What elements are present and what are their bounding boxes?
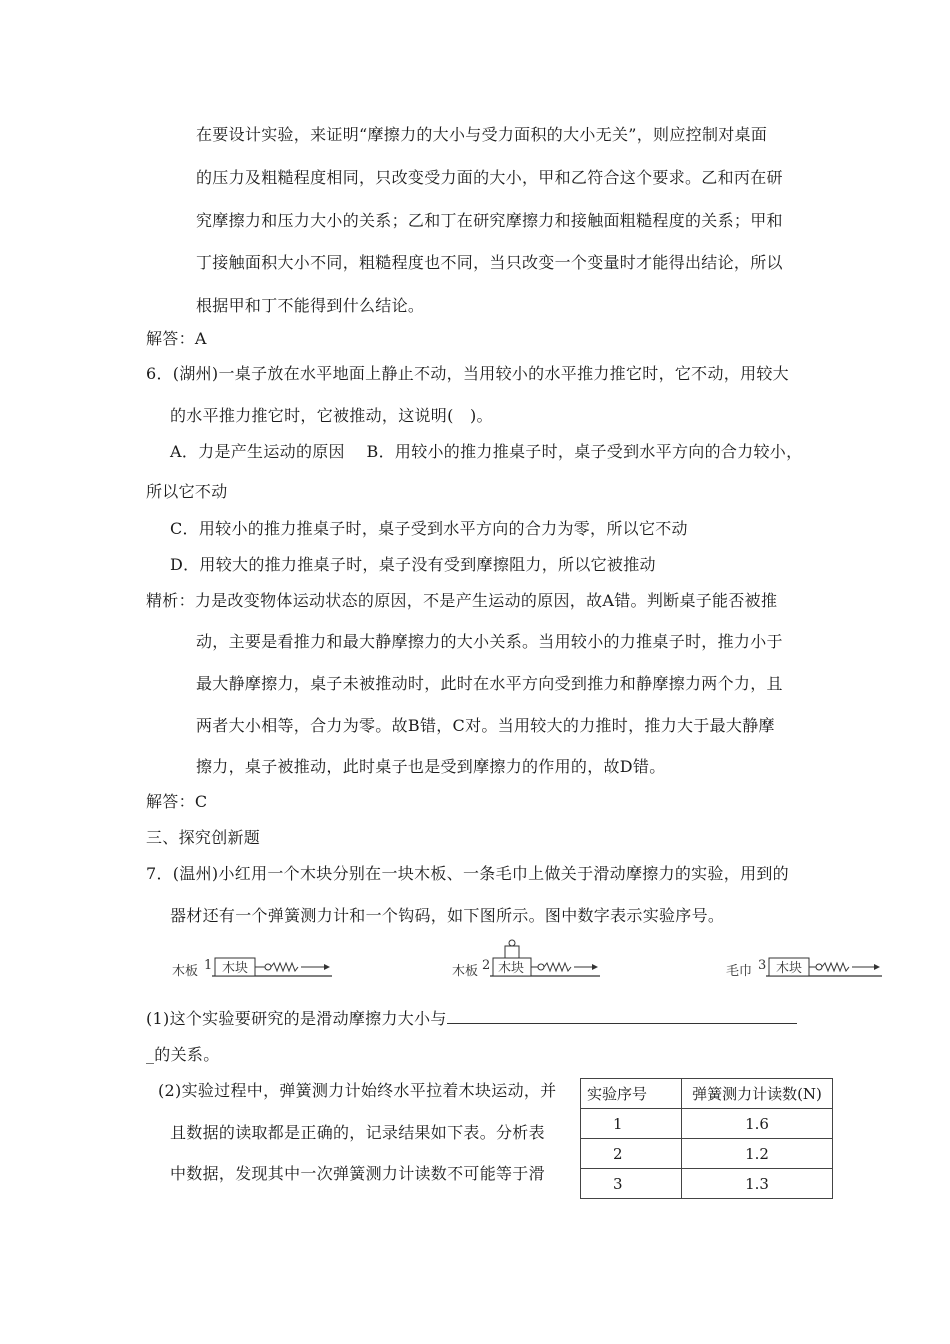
q7-part1-text: (1)这个实验要研究的是滑动摩擦力大小与 [146, 1009, 447, 1028]
q6-analysis-line: 擦力，桌子被推动，此时桌子也是受到摩擦力的作用的，故D错。 [196, 757, 666, 776]
block-label: 木块 [498, 961, 525, 976]
section-heading: 三、探究创新题 [146, 828, 261, 847]
header-cell: 实验序号 [581, 1079, 682, 1109]
table-row [581, 1169, 833, 1199]
answer-6: 解答：C [146, 792, 208, 811]
q6-option-b-cont: 所以它不动 [146, 482, 228, 501]
surface-label: 毛巾 [726, 964, 753, 979]
q7-part2-line: 且数据的读取都是正确的，记录结果如下表。分析表 [170, 1123, 545, 1142]
block-weight-spring-diagram [452, 934, 602, 984]
q6-option-a-b: A．力是产生运动的原因 B．用较小的推力推桌子时，桌子受到水平方向的合力较小， [170, 442, 803, 461]
table-cell: 3 [581, 1169, 682, 1199]
block-spring-diagram [172, 948, 337, 984]
table-cell: 1 [581, 1109, 682, 1139]
table-row [581, 1139, 833, 1169]
answer-5: 解答：A [146, 329, 207, 348]
q7-part2-line: 中数据，发现其中一次弹簧测力计读数不可能等于滑 [170, 1164, 545, 1183]
explanation-line: 究摩擦力和压力大小的关系；乙和丁在研究摩擦力和接触面粗糙程度的关系；甲和 [196, 211, 783, 230]
results-table [580, 1078, 833, 1199]
q6-analysis-line: 精析：力是改变物体运动状态的原因，不是产生运动的原因，故A错。判断桌子能否被推 [146, 591, 778, 610]
figure-number: 1 [204, 958, 213, 973]
q7-part1 [146, 1007, 797, 1030]
q7-part1-tail: _的关系。 [146, 1045, 220, 1064]
block-label: 木块 [222, 961, 249, 976]
experiment-figure-2 [452, 934, 602, 984]
q7-part2-line: (2)实验过程中，弹簧测力计始终水平拉着木块运动，并 [158, 1081, 557, 1100]
figure-number: 2 [482, 958, 491, 973]
table-cell: 1.3 [682, 1169, 833, 1199]
explanation-line: 的压力及粗糙程度相同，只改变受力面的大小，甲和乙符合这个要求。乙和丙在研 [196, 168, 783, 187]
explanation-line: 在要设计实验，来证明“摩擦力的大小与受力面积的大小无关”，则应控制对桌面 [196, 125, 768, 144]
explanation-line: 根据甲和丁不能得到什么结论。 [196, 296, 425, 315]
experiment-figure-1 [172, 948, 337, 984]
q7-stem-line: 器材还有一个弹簧测力计和一个钩码，如下图所示。图中数字表示实验序号。 [170, 906, 725, 925]
q6-analysis-line: 动，主要是看推力和最大静摩擦力的大小关系。当用较小的力推桌子时，推力小于 [196, 632, 783, 651]
surface-label: 木板 [452, 964, 479, 979]
block-spring-diagram [726, 948, 884, 984]
q6-option-c: C．用较小的推力推桌子时，桌子受到水平方向的合力为零，所以它不动 [170, 519, 688, 538]
q6-stem-line: 的水平推力推它时，它被推动，这说明( )。 [170, 406, 493, 425]
q6-option-d: D．用较大的推力推桌子时，桌子没有受到摩擦阻力，所以它被推动 [170, 555, 656, 574]
table-cell: 1.2 [682, 1139, 833, 1169]
surface-label: 木板 [172, 964, 199, 979]
figure-number: 3 [758, 958, 767, 973]
table-row [581, 1109, 833, 1139]
answer-blank[interactable] [447, 1007, 797, 1024]
table-header-row [581, 1079, 833, 1109]
q6-stem-line: 6．(湖州)一桌子放在水平地面上静止不动，当用较小的水平推力推它时，它不动，用较大 [146, 364, 789, 383]
table-cell: 1.6 [682, 1109, 833, 1139]
table-cell: 2 [581, 1139, 682, 1169]
experiment-figure-3 [726, 948, 884, 984]
header-cell: 弹簧测力计读数(N) [682, 1079, 833, 1109]
q6-analysis-line: 两者大小相等，合力为零。故B错，C对。当用较大的力推时，推力大于最大静摩 [196, 716, 775, 735]
block-label: 木块 [776, 961, 803, 976]
explanation-line: 丁接触面积大小不同，粗糙程度也不同，当只改变一个变量时才能得出结论，所以 [196, 253, 783, 272]
q6-analysis-line: 最大静摩擦力，桌子未被推动时，此时在水平方向受到推力和静摩擦力两个力，且 [196, 674, 783, 693]
q7-stem-line: 7．(温州)小红用一个木块分别在一块木板、一条毛巾上做关于滑动摩擦力的实验，用到的 [146, 864, 789, 883]
